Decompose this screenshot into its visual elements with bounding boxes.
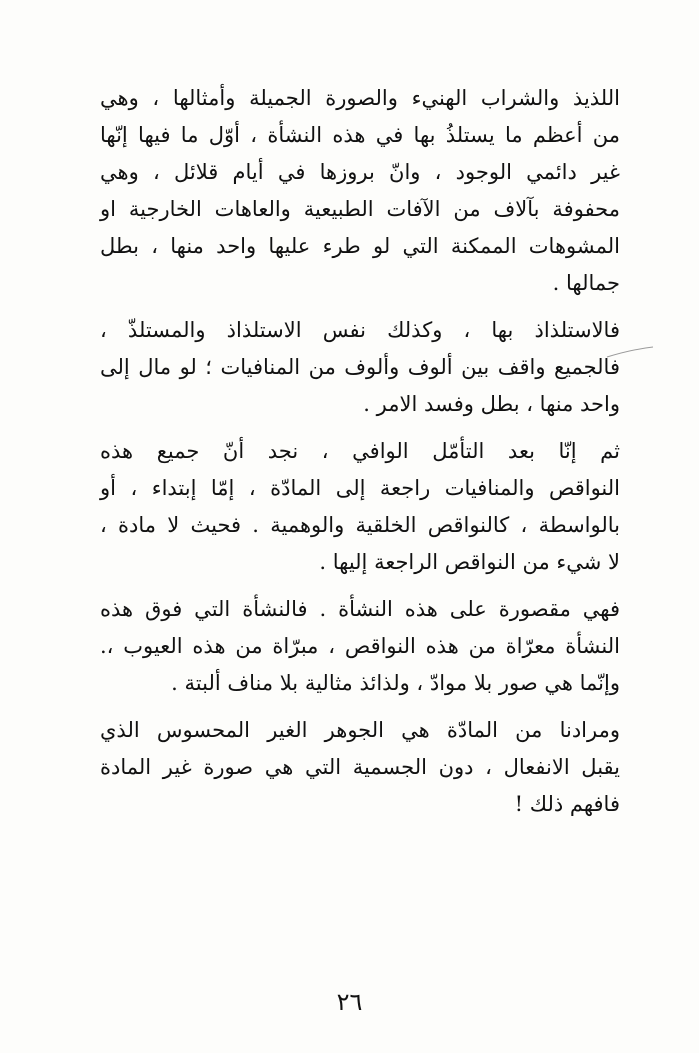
text-line: النواقص والمنافيات راجعة إلى المادّة ، إمّا إبتداء ، أو [100,476,620,500]
text-line: بالواسطة ، كالنواقص الخلقية والوهمية . فحيث لا مادة ، [100,513,620,537]
text-line: واحد منها ، بطل وفسد الامر . [363,392,620,416]
paragraph-5 [100,712,620,823]
text-line: اللذيذ والشراب الهنيء والصورة الجميلة وأمثالها ، وهي [100,86,620,110]
text-line: المشوهات الممكنة التي لو طرء عليها واحد منها ، بطل [100,234,620,258]
text-line: محفوفة بآلاف من الآفات الطبيعية والعاهات الخارجية او [100,197,620,221]
paragraph-4 [100,591,620,702]
text-line: غير دائمي الوجود ، وانّ بروزها في أيام قلائل ، وهي [100,160,620,184]
body-text [100,80,620,833]
text-line: جمالها . [552,271,620,295]
text-line: فالاستلذاذ بها ، وكذلك نفس الاستلذاذ والمستلذّ ، [100,318,620,342]
text-line: فافهم ذلك ! [514,792,620,816]
text-line: من أعظم ما يستلذُ بها في هذه النشأة ، أوّل ما فيها إنّها [100,123,620,147]
text-line: ومرادنا من المادّة هي الجوهر الغير المحسوس الذي [100,718,620,742]
page-number: ٢٦ [336,988,363,1016]
text-line: فهي مقصورة على هذه النشأة . فالنشأة التي فوق هذه [100,597,620,621]
text-line: ثم إنّا بعد التأمّل الوافي ، نجد أنّ جميع هذه [100,439,620,463]
paragraph-1 [100,80,620,302]
text-line: وإنّما هي صور بلا موادّ ، ولذائذ مثالية بلا مناف ألبتة . [171,671,620,695]
paragraph-2 [100,312,620,423]
text-line: فالجميع واقف بين ألوف وألوف من المنافيات ؛ لو مال إلى [100,355,620,379]
text-line: يقبل الانفعال ، دون الجسمية التي هي صورة غير المادة [100,755,620,779]
text-line: لا شيء من النواقص الراجعة إليها . [319,550,620,574]
paragraph-3 [100,433,620,581]
text-line: النشأة معرّاة من هذه النواقص ، مبرّاة من هذه العيوب ،. [100,634,620,658]
